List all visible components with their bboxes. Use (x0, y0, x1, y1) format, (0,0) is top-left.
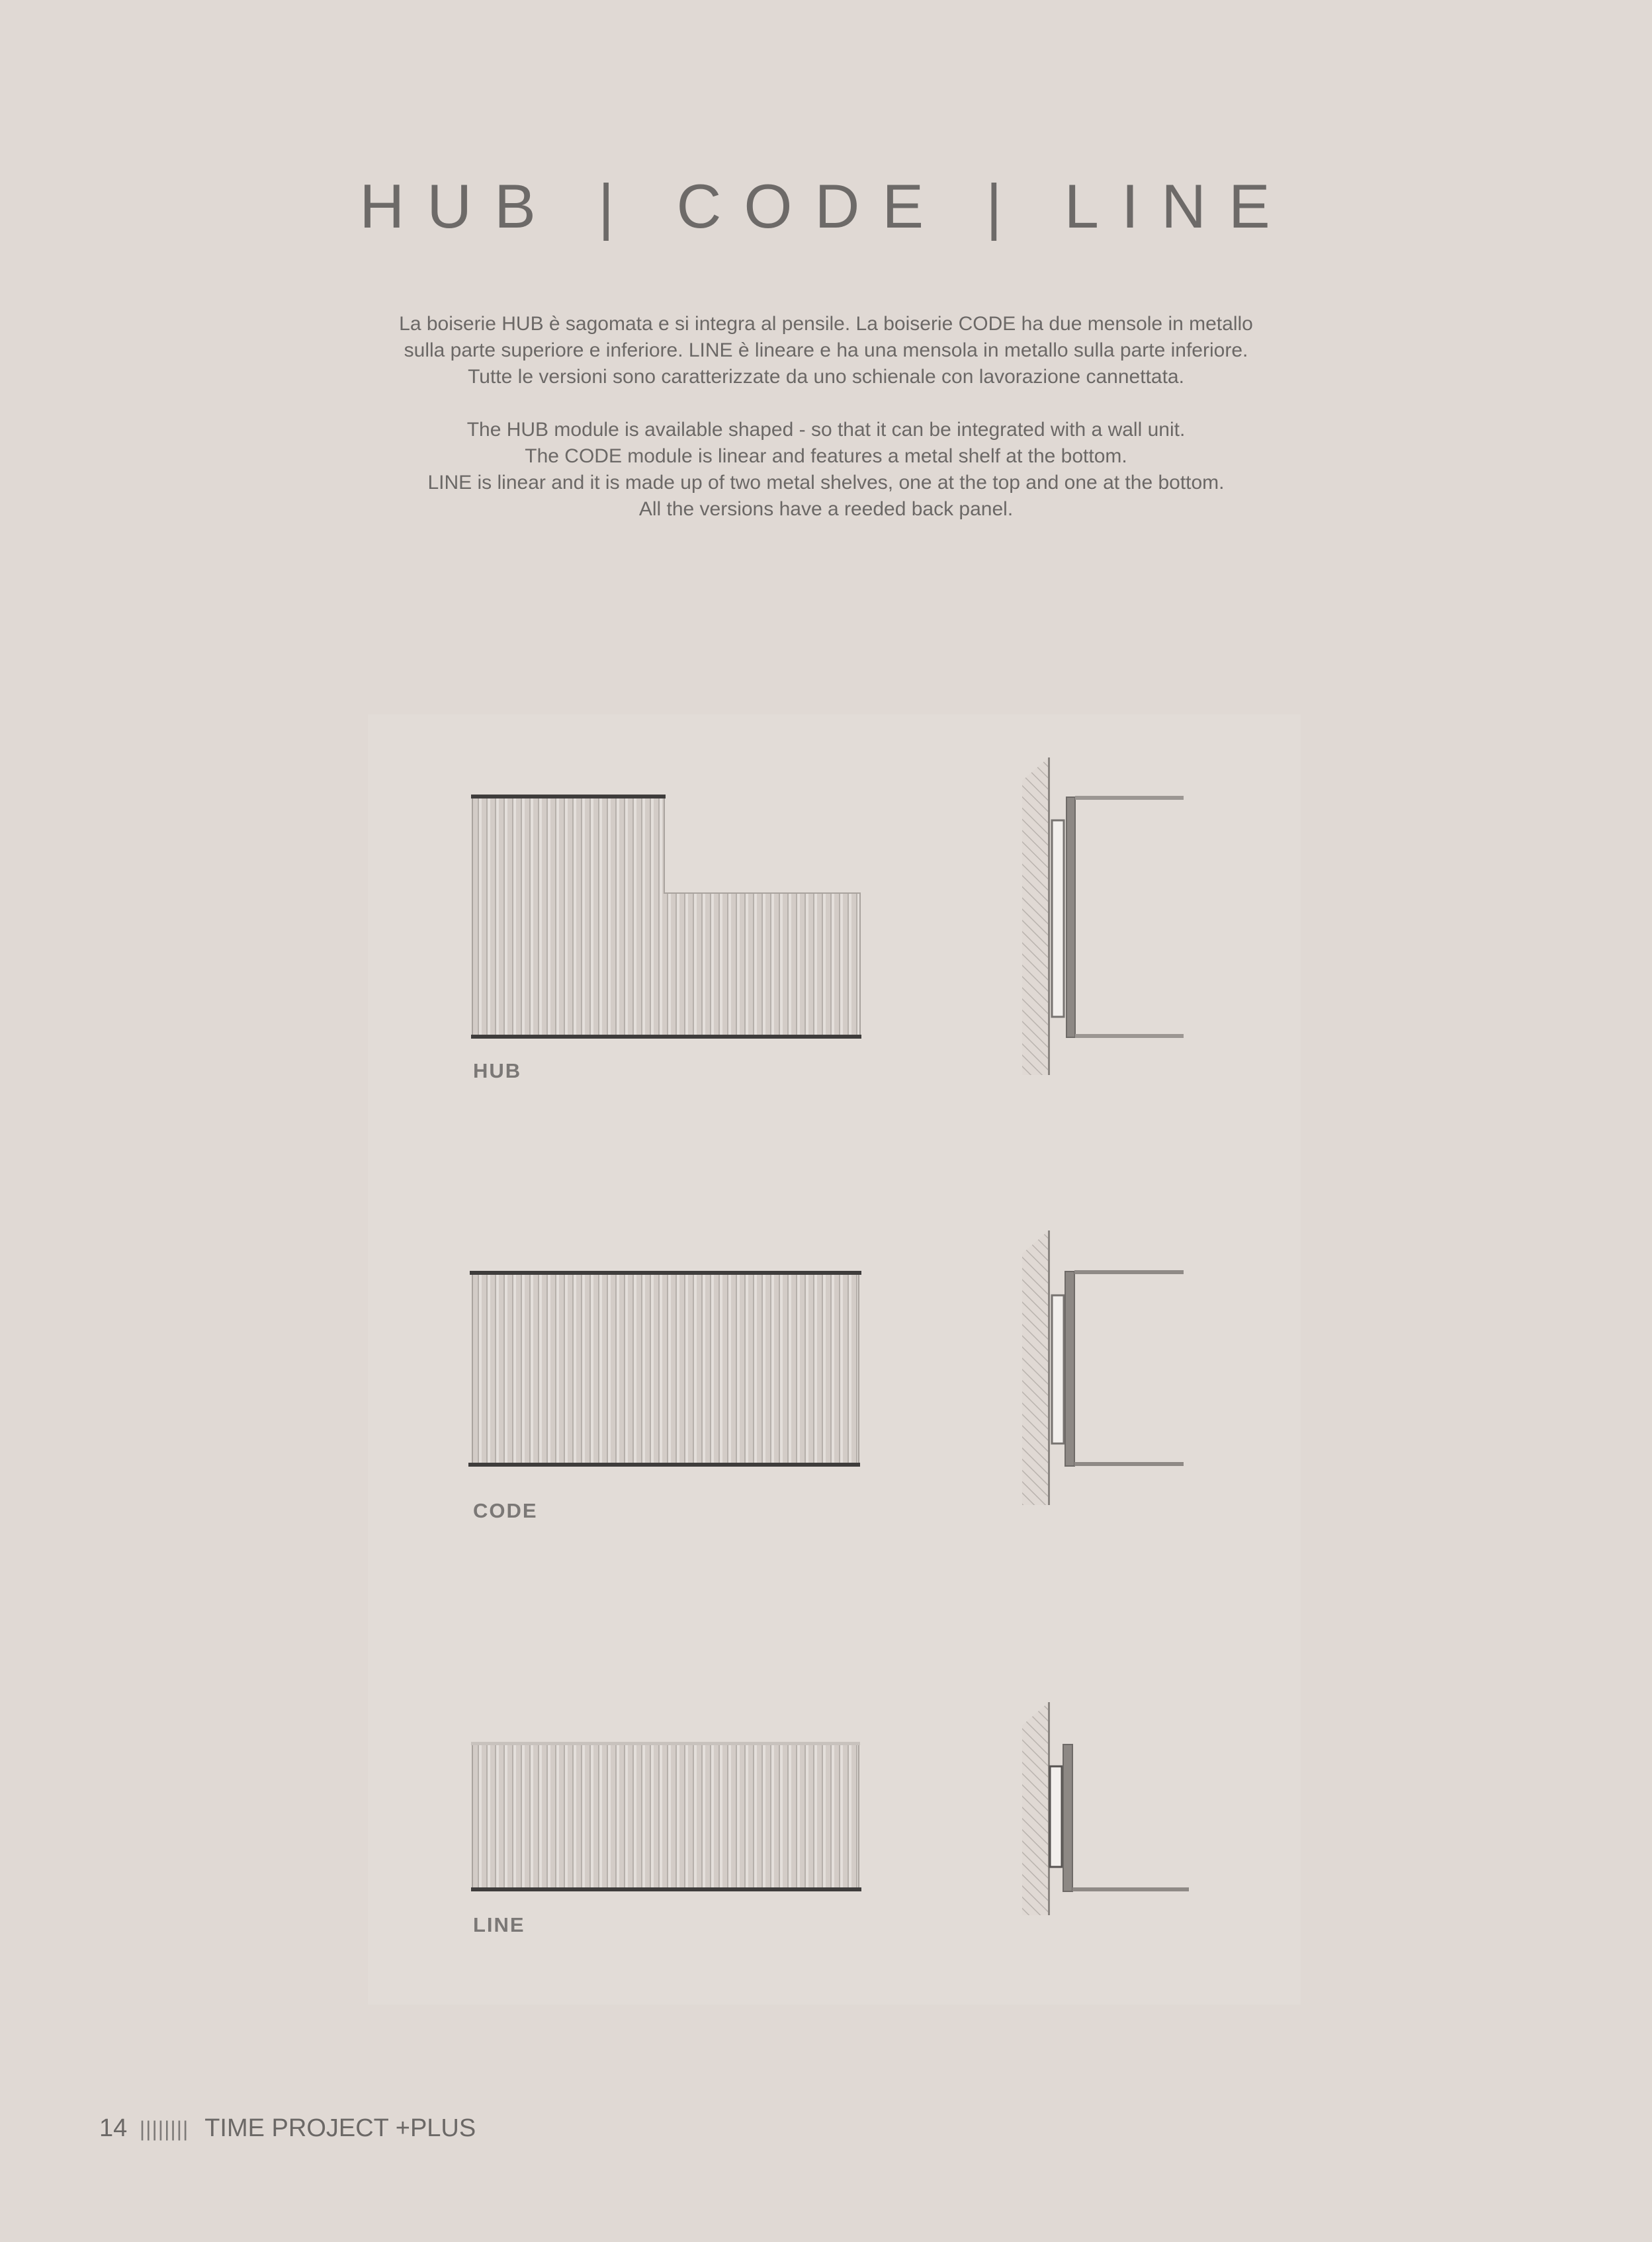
hub-bottom-shelf (471, 1035, 861, 1039)
code-bottom-shelf (468, 1463, 860, 1467)
italian-line-2: sulla parte superiore e inferiore. LINE è lineare e ha una mensola in metallo sulla parte inferiore. (404, 339, 1248, 361)
hub-top-shelf (471, 795, 666, 798)
page-number: 14 (99, 2114, 128, 2142)
code-front-drawing (468, 1271, 861, 1467)
page-title: HUB | CODE | LINE (359, 171, 1293, 241)
line-front-drawing (471, 1742, 861, 1891)
line-label: LINE (473, 1913, 525, 1936)
english-line-2: The CODE module is linear and features a metal shelf at the bottom. (525, 445, 1127, 467)
hub-front-drawing (471, 795, 861, 1039)
code-side-drawing (1022, 1230, 1184, 1505)
hub-side-drawing (1022, 757, 1184, 1075)
english-line-1: The HUB module is available shaped - so that it can be integrated with a wall unit. (466, 419, 1186, 441)
line-side-drawing (1022, 1702, 1189, 1915)
italian-line-1: La boiserie HUB è sagomata e si integra al pensile. La boiserie CODE ha due mensole in metallo (399, 313, 1253, 335)
line-bottom-shelf (471, 1887, 861, 1891)
english-line-4: All the versions have a reeded back panel. (638, 498, 1014, 520)
code-top-shelf (470, 1271, 861, 1275)
code-label: CODE (473, 1499, 538, 1522)
line-top-edge (471, 1742, 860, 1745)
footer-separator: |||||||| (139, 2117, 189, 2141)
publication-title: TIME PROJECT +PLUS (204, 2114, 476, 2142)
page-footer (99, 2114, 476, 2143)
english-line-3: LINE is linear and it is made up of two metal shelves, one at the top and one at the bottom. (427, 472, 1225, 494)
hub-label: HUB (473, 1059, 522, 1082)
italian-line-3: Tutte le versioni sono caratterizzate da uno schienale con lavorazione cannettata. (468, 366, 1184, 388)
